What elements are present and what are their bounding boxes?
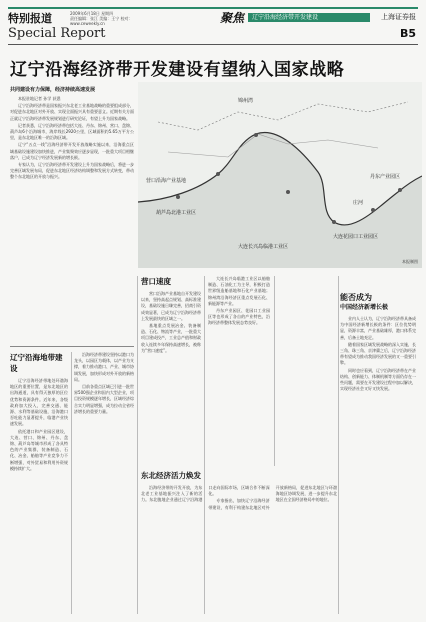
- column-e: [208, 276, 270, 328]
- header-meta-line: 2009年6月18日 星期四: [70, 11, 114, 16]
- lead-paragraph: 记者获悉，辽宁沿海经济带包括大连、丹东、锦州、营口、盘锦、葫芦岛6个沿海城市，海岸线长2920公里，区域面积约5.65万平方公里，是东北地区唯一的沿海区域。: [10, 122, 134, 141]
- header-top-rule: [8, 7, 418, 9]
- city-marker: [371, 208, 375, 212]
- column-c: [141, 276, 201, 355]
- city-marker: [254, 133, 258, 137]
- paper-name: 上海证券报: [381, 13, 416, 21]
- column-e-paragraph: 大连长兴岛临港工业区以船舶制造、石油化工为主导，积极打造世界级造船基地和石化产业基地；锦州湾沿海经济区重点发展石化、新能源等产业。: [208, 276, 270, 306]
- map-label: 葫芦岛北港工业区: [156, 210, 197, 216]
- lead-paragraph: 专家认为，辽宁沿海经济带开发建设上升为国家战略后，将进一步完善区域发展布局，促进东北地区经济结构调整和发展方式转变，带动整个东北地区的开放与振兴。: [10, 162, 134, 180]
- column-c-paragraph: 营口沿海产业基地自开发建设以来，坚持高起点规划、高标准建设，基础设施日臻完善，招商引资成效显著，已成为辽宁沿海经济带上发展最快的区域之一。: [141, 291, 201, 321]
- column-c-paragraph: 基地重点发展冶金、装备制造、石化、物流等产业，一批重大项目建成投产，工业总产值和财政收入连续多年保持高速增长，被称为“营口速度”。: [141, 323, 201, 353]
- special-report-label: Special Report: [8, 26, 106, 41]
- column-b-paragraph: 目前各重点区域已引进一批世界500强企业和国内大型企业，项目投资规模逐年增长，区域经济综合实力明显增强，成为拉动全省经济增长的重要力量。: [74, 384, 134, 414]
- column-d-paragraph: 沿海经济带的开发开放，为东北老工业基地振兴注入了新的活力。东北腹地企业通过辽宁沿海港口走向国际市场，区域合作不断深化。: [141, 485, 270, 503]
- map-label: 庄河: [353, 200, 364, 206]
- map-label: 大连长兴岛临港工业区: [238, 244, 289, 250]
- column-rule: [71, 352, 72, 614]
- header-meta: [70, 11, 190, 26]
- map-graphic: [138, 82, 422, 268]
- section-tag: 特别报道: [8, 12, 52, 25]
- column-c-body: [141, 291, 201, 354]
- city-marker: [286, 190, 290, 194]
- headline: 辽宁沿海经济带开发建设有望纳入国家战略: [10, 60, 345, 80]
- column-d: [141, 470, 337, 511]
- column-d-body: [141, 485, 337, 511]
- map-label: 营口沿海产业基地: [146, 178, 187, 184]
- side-paragraph: 同时也应看到，辽宁沿海经济带在产业结构、创新能力、体制机制等方面仍存在一些问题，需要在开发建设过程中加以解决，实现经济社会又好又快发展。: [340, 367, 416, 392]
- section-band: [248, 13, 370, 22]
- city-marker: [216, 172, 220, 176]
- page-header: [8, 7, 418, 47]
- header-rule: [8, 44, 418, 45]
- lead-title: 共同建设有力保障，经济持续高速发展: [10, 87, 96, 93]
- map-credit: 本报制图: [402, 259, 418, 264]
- section-band-text: 辽宁沿海经济带开发建设: [252, 14, 319, 21]
- column-c-heading: 营口速度: [141, 277, 171, 286]
- column-e-paragraph: 丹东产业园区、花园口工业园区等也形成了各自的产业特色，沿海经济带整体发展态势良好。: [208, 308, 270, 326]
- side-paragraph: 业内人士认为，辽宁沿海经济带具备成为中国经济新增长极的条件：区位优势明显，资源丰富，产业基础雄厚，港口体系完善，后备土地充足。: [340, 316, 416, 340]
- city-marker: [398, 188, 402, 192]
- column-a-paragraph: 辽宁沿海经济带地处环渤海地区的重要位置，是东北地区的出海通道，具有得天独厚的区位优势和资源条件。近年来，各级政府加大投入，完善交通、能源、水利等基础设施，沿海港口吞吐能力显著提升，临港产业快速发展。: [10, 378, 68, 427]
- column-rule: [274, 276, 275, 466]
- column-rule: [137, 276, 138, 614]
- column-a: [10, 352, 68, 473]
- lead-paragraph: 辽宁“五点一线”沿海经济带开发开放战略实施以来，沿海重点区域基础设施建设加快推进，产业集聚效应逐步显现，一批重大项目相继落户，已成为辽宁经济发展新的增长极。: [10, 142, 134, 160]
- header-meta-line: www.ceweekly.cn: [70, 21, 105, 26]
- page-number: B5: [399, 27, 416, 40]
- column-d-paragraph: 专家指出，加快辽宁沿海经济带建设，有利于构建东北地区对外开放新格局，促进东北地区与环渤海地区协调发展，进一步提升东北地区在全国经济格局中的地位。: [208, 485, 337, 510]
- lead-paragraph: 辽宁沿海经济带是国家振兴东北老工业基地战略的重要组成部分，对促进东北地区对外开放、实现全面振兴具有重要意义。近期有关方面正就辽宁沿海经济带发展规划进行研究论证，有望上升为国家战略。: [10, 103, 134, 121]
- column-a-heading: 辽宁沿海地带建设: [10, 353, 63, 373]
- column-d-heading: 东北经济活力焕发: [141, 471, 201, 480]
- side-heading-primary: 能否成为: [340, 293, 372, 302]
- column-rule: [204, 276, 205, 614]
- section-divider: [10, 346, 134, 347]
- side-body: [340, 316, 416, 392]
- side-article: [340, 293, 416, 393]
- lead-article: [10, 86, 134, 342]
- column-a-paragraph: 依托港口和产业园区建设，大连、营口、锦州、丹东、盘锦、葫芦岛等城市形成了各具特色的产业集群，装备制造、石化、冶金、船舶等产业竞争力不断增强，对外贸易和利用外资规模持续扩大。: [10, 428, 68, 471]
- column-b-paragraph: 沿海经济带建设坚持以港口为龙头，以园区为载体，以产业为支撑，着力推动港口、产业、城市协调发展，加快形成对外开放的新格局。: [74, 352, 134, 382]
- city-marker: [332, 220, 336, 224]
- section-logo: 聚焦: [220, 11, 245, 25]
- side-heading-secondary: 中国经济新增长极: [340, 304, 389, 311]
- coastal-map: [138, 82, 422, 268]
- side-paragraph: 随着国家区域发展战略的深入实施，长三角、珠三角、京津冀之后，辽宁沿海经济带有望成为推动我国经济发展的又一重要引擎。: [340, 341, 416, 366]
- lead-body: [10, 96, 134, 181]
- column-b-body: [74, 352, 134, 415]
- lead-paragraph: 本报驻地记者 孙学 获悉: [18, 96, 61, 101]
- column-a-body: [10, 378, 68, 472]
- column-rule: [338, 276, 339, 614]
- column-e-body: [208, 276, 270, 327]
- map-label: 锦州湾: [238, 98, 254, 104]
- column-b: [74, 352, 134, 416]
- header-meta-line: 责任编辑：张江 美编：王宁 校对：: [70, 16, 133, 21]
- map-label: 丹东产业园区: [370, 174, 401, 180]
- map-label: 大连花园口工业园区: [333, 234, 379, 240]
- city-marker: [176, 195, 180, 199]
